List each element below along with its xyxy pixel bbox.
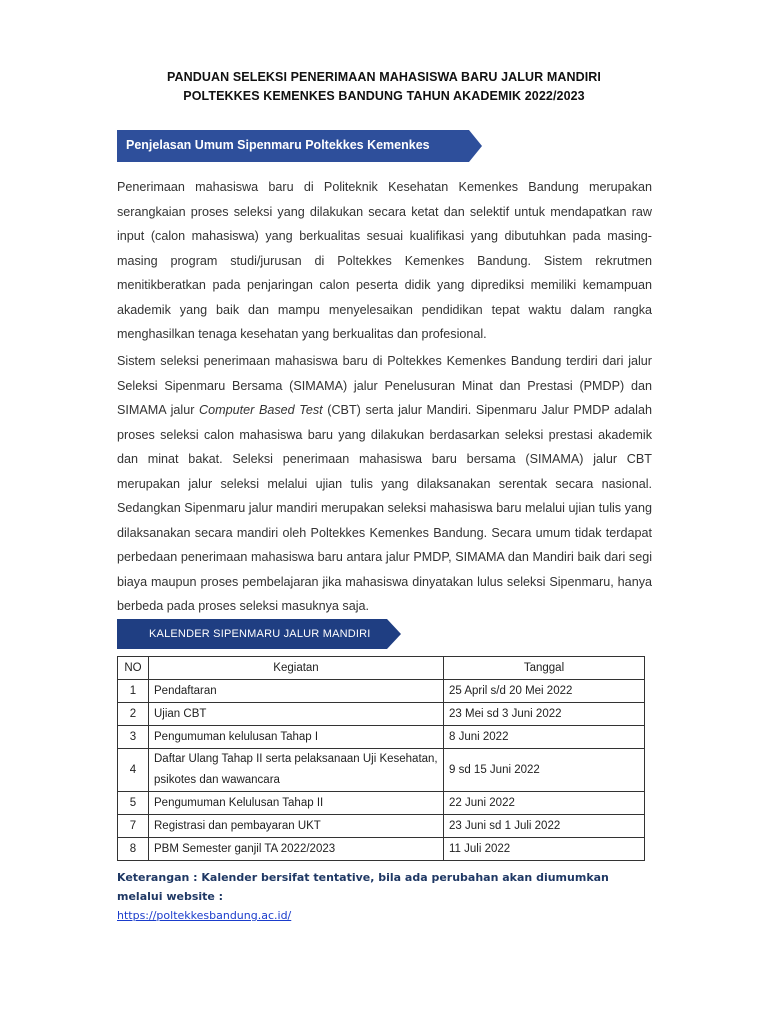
paragraph-2-text-b: (CBT) serta jalur Mandiri. Sipenmaru Jalur PMDP adalah proses seleksi calon mahasiswa baru yang dilakukan berdasarkan seleksi prestasi akademik dan minat bakat. Seleksi penerimaan mahasiswa baru bersama (SIMAMA) jalur CBT merupakan jalur seleksi melalui ujian tulis yang dilaksanakan serentak secara nasional. Sedangkan Sipenmaru jalur mandiri merupakan seleksi mahasiswa baru melalui ujian tulis yang dilaksanakan secara mandiri oleh Poltekkes Kemenkes Bandung. Secara umum tidak terdapat perbedaan penerimaan mahasiswa baru antara jalur PMDP, SIMAMA dan Mandiri baik dari segi biaya maupun proses pembelajaran jika mahasiswa dinyatakan lulus seleksi Sipenmaru, hanya berbeda pada proses seleksi masuknya saja. (117, 403, 652, 613)
row-tanggal: 23 Juni sd 1 Juli 2022 (444, 815, 645, 838)
table-row (118, 726, 645, 749)
paragraph-1 (117, 175, 652, 347)
table-row (118, 749, 645, 792)
row-no: 4 (118, 749, 149, 792)
row-tanggal: 8 Juni 2022 (444, 726, 645, 749)
paragraph-2-text-a: Sistem seleksi penerimaan mahasiswa baru di Poltekkes Kemenkes Bandung terdiri dari jalur Seleksi Sipenmaru Bersama (SIMAMA) jalur Penelusuran Minat dan Prestasi (PMDP) dan SIMAMA jalur (117, 354, 652, 417)
column-header-no: NO (118, 657, 149, 680)
calendar-table (117, 656, 645, 861)
row-kegiatan: PBM Semester ganjil TA 2022/2023 (149, 838, 444, 861)
row-tanggal: 11 Juli 2022 (444, 838, 645, 861)
calendar-header-row (118, 657, 645, 680)
website-link[interactable]: https://poltekkesbandung.ac.id/ (117, 909, 292, 922)
row-no: 5 (118, 792, 149, 815)
row-kegiatan: Pendaftaran (149, 680, 444, 703)
paragraph-1-text: Penerimaan mahasiswa baru di Politeknik Kesehatan Kemenkes Bandung merupakan serangkaian proses seleksi yang dilakukan secara ketat dan selektif untuk mendapatkan raw input (calon mahasiswa) yang berkualitas sesuai kualifikasi yang dibutuhkan pada masing-masing program studi/jurusan di Poltekkes Kemenkes Bandung. Sistem rekrutmen menitikberatkan pada penjaringan calon peserta didik yang diprediksi memiliki kemampuan akademik yang baik dan mampu menyelesaikan pendidikan tepat waktu dalam rangka menghasilkan tenaga kesehatan yang berkualitas dan profesional. (117, 180, 652, 341)
paragraph-2 (117, 349, 652, 619)
row-no: 7 (118, 815, 149, 838)
note-text: Keterangan : Kalender bersifat tentative, bila ada perubahan akan diumumkan melalui website : (117, 871, 609, 903)
row-kegiatan: Ujian CBT (149, 703, 444, 726)
row-no: 1 (118, 680, 149, 703)
row-no: 3 (118, 726, 149, 749)
table-row (118, 838, 645, 861)
row-kegiatan: Daftar Ulang Tahap II serta pelaksanaan Uji Kesehatan, psikotes dan wawancara (149, 749, 444, 792)
calendar-heading: KALENDER SIPENMARU JALUR MANDIRI (149, 628, 371, 640)
paragraph-2-italic: Computer Based Test (199, 403, 323, 417)
row-kegiatan: Pengumuman Kelulusan Tahap II (149, 792, 444, 815)
section-banner (117, 129, 483, 184)
table-row (118, 703, 645, 726)
title-line-2: POLTEKKES KEMENKES BANDUNG TAHUN AKADEMIK 2022/2023 (183, 89, 585, 103)
row-tanggal: 25 April s/d 20 Mei 2022 (444, 680, 645, 703)
table-row (118, 792, 645, 815)
row-tanggal: 22 Juni 2022 (444, 792, 645, 815)
row-tanggal: 23 Mei sd 3 Juni 2022 (444, 703, 645, 726)
title-line-1: PANDUAN SELEKSI PENERIMAAN MAHASISWA BARU JALUR MANDIRI (167, 70, 601, 84)
calendar-note (117, 868, 657, 925)
calendar-banner (117, 619, 403, 653)
row-no: 8 (118, 838, 149, 861)
row-no: 2 (118, 703, 149, 726)
column-header-tanggal: Tanggal (444, 657, 645, 680)
row-kegiatan: Registrasi dan pembayaran UKT (149, 815, 444, 838)
document-title (0, 68, 768, 106)
column-header-kegiatan: Kegiatan (149, 657, 444, 680)
row-kegiatan: Pengumuman kelulusan Tahap I (149, 726, 444, 749)
table-row (118, 815, 645, 838)
row-tanggal: 9 sd 15 Juni 2022 (444, 749, 645, 792)
section-heading: Penjelasan Umum Sipenmaru Poltekkes Kemenkes Bandung (126, 138, 430, 184)
table-row (118, 680, 645, 703)
